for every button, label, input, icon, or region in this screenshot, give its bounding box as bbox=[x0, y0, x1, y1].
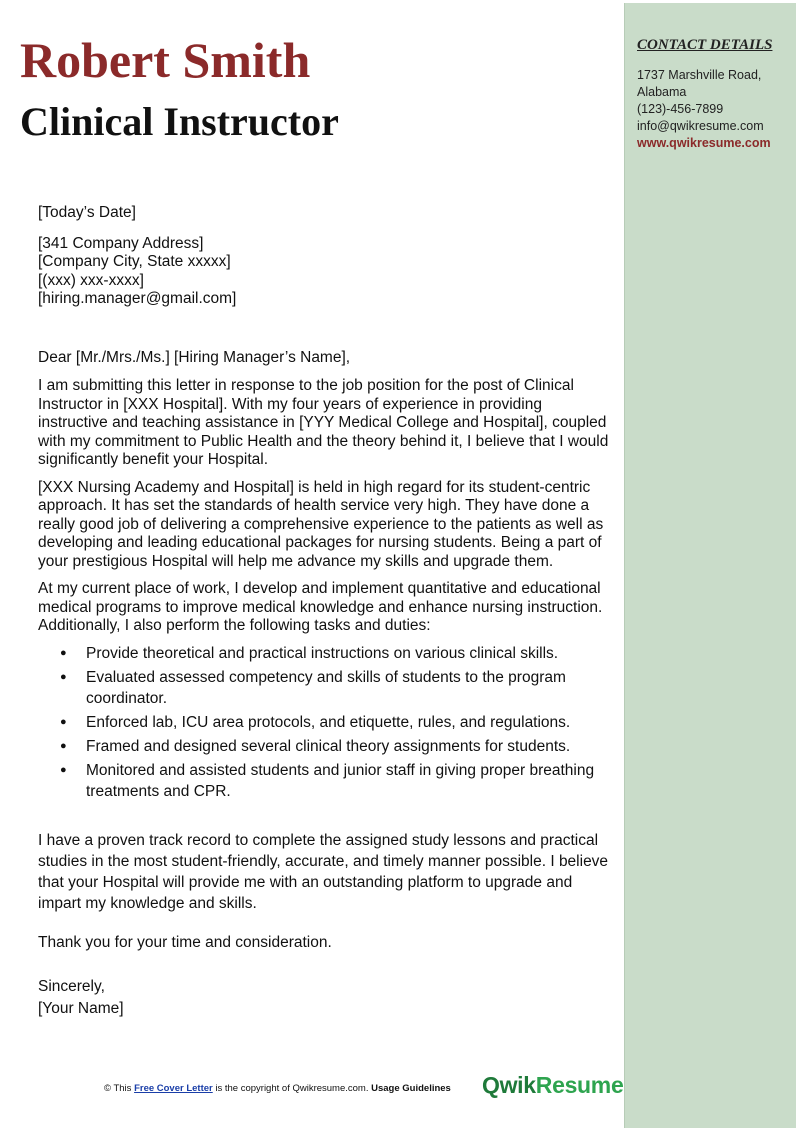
letter-date: [Today’s Date] bbox=[38, 204, 136, 221]
recipient-phone: [(xxx) xxx-xxxx] bbox=[38, 271, 144, 289]
contact-phone: (123)-456-7899 bbox=[637, 102, 724, 116]
contact-heading: CONTACT DETAILS bbox=[637, 37, 773, 53]
usage-guidelines-link[interactable]: Usage Guidelines bbox=[371, 1083, 451, 1094]
paragraph-3: At my current place of work, I develop and implement quantitative and educational medical programs to improve medical knowledge and enhance nursing instruction. Additionally, I also perform the following tasks and duties: bbox=[38, 580, 603, 634]
qwikresume-logo[interactable] bbox=[482, 1072, 623, 1099]
footer-text-middle: is the copyright of Qwikresume.com. bbox=[215, 1083, 369, 1094]
list-item: ● Evaluated assessed competency and skills of students to the program coordinator. bbox=[86, 667, 610, 709]
signature: [Your Name] bbox=[38, 1000, 124, 1017]
recipient-city-state: [Company City, State xxxxx] bbox=[38, 253, 231, 270]
list-item: ● Enforced lab, ICU area protocols, and etiquette, rules, and regulations. bbox=[86, 712, 610, 733]
contact-email: info@qwikresume.com bbox=[637, 119, 764, 133]
recipient-address: [341 Company Address] bbox=[38, 234, 204, 252]
duties-list bbox=[38, 643, 610, 802]
recipient-email: [hiring.manager@gmail.com] bbox=[38, 290, 237, 307]
free-cover-letter-link[interactable]: Free Cover Letter bbox=[134, 1083, 213, 1094]
salutation: Dear [Mr./Mrs./Ms.] [Hiring Manager’s Name], bbox=[38, 348, 351, 366]
list-item: ● Monitored and assisted students and junior staff in giving proper breathing treatments and CPR. bbox=[86, 760, 610, 802]
closing-word: Sincerely, bbox=[38, 978, 105, 995]
paragraph-4: I have a proven track record to complete the assigned study lessons and practical studies in the most student-friendly, accurate, and timely manner possible. I believe that your Hospital will provide me with an outstanding platform to upgrade and impart my knowledge and skills. bbox=[38, 831, 609, 912]
footer-copyright bbox=[104, 1083, 451, 1094]
letter-body bbox=[38, 204, 610, 1020]
contact-sidebar bbox=[624, 3, 796, 1128]
contact-address-line1: 1737 Marshville Road, bbox=[637, 68, 762, 82]
footer-text-before: This bbox=[113, 1083, 132, 1094]
job-title: Clinical Instructor bbox=[20, 99, 339, 144]
sign-off bbox=[38, 976, 610, 1020]
thanks-line: Thank you for your time and consideration. bbox=[38, 933, 332, 951]
paragraph-1: I am submitting this letter in response to the job position for the post of Clinical Instructor in [XXX Hospital]. With my four years of experience in providing instructive and teaching assistance in [YYY Medical College and Hospital], coupled with my commitment to Public Health and the theory behind it, I believe that I would significantly benefit your Hospital. bbox=[38, 377, 609, 468]
contact-details bbox=[637, 67, 771, 152]
copyright-icon: © bbox=[104, 1083, 111, 1094]
applicant-name: Robert Smith bbox=[20, 32, 311, 88]
recipient-block bbox=[38, 235, 610, 309]
paragraph-2: [XXX Nursing Academy and Hospital] is held in high regard for its student-centric approach. It has set the standards of health service very high. They have done a really good job of delivering a comprehensive experience to the patients as well as developing and leading educational packages for nursing students. Being a part of your prestigious Hospital will help me advance my skills and upgrade them. bbox=[38, 478, 604, 570]
list-item: ● Provide theoretical and practical instructions on various clinical skills. bbox=[86, 643, 610, 664]
list-item: ● Framed and designed several clinical theory assignments for students. bbox=[86, 736, 610, 757]
logo-part-qwik: Qwik bbox=[482, 1072, 536, 1098]
logo-part-resume: Resume bbox=[535, 1072, 624, 1098]
contact-website[interactable]: www.qwikresume.com bbox=[637, 136, 771, 150]
contact-address-line2: Alabama bbox=[637, 85, 687, 99]
